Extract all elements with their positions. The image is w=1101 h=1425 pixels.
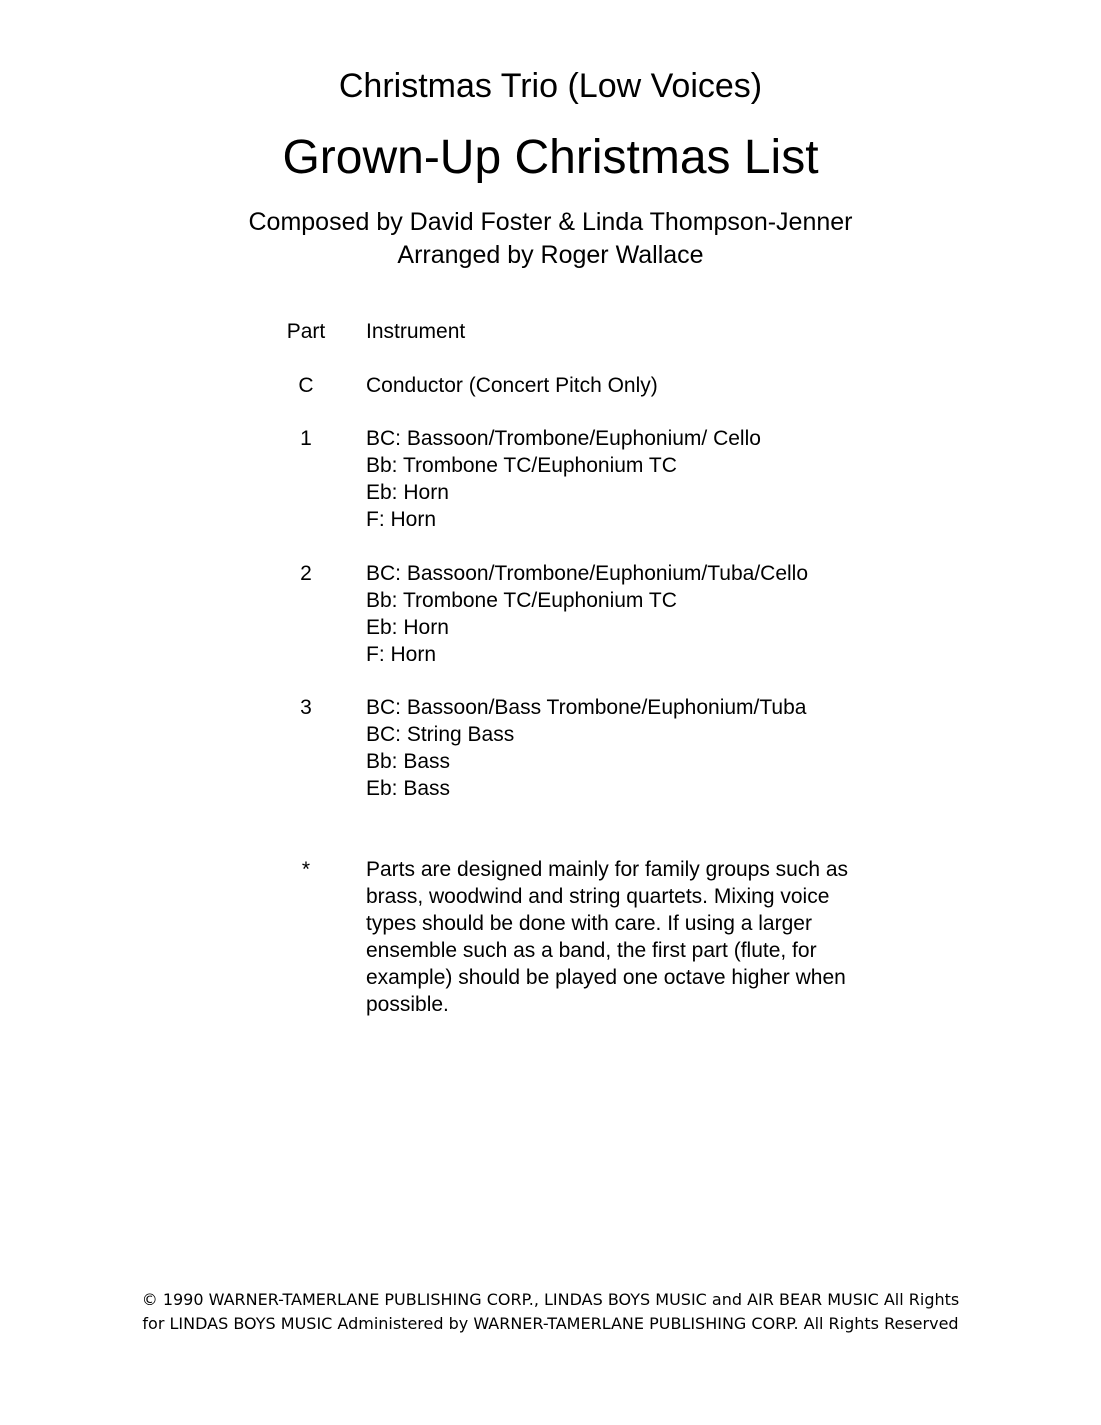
copyright-line: for LINDAS BOYS MUSIC Administered by WARNER-TAMERLANE PUBLISHING CORP. All Rights Reserved [142, 1314, 959, 1333]
copyright-notice [0, 1288, 1101, 1336]
part-label-3: 3 [300, 696, 312, 719]
copyright-line: © 1990 WARNER-TAMERLANE PUBLISHING CORP., LINDAS BOYS MUSIC and AIR BEAR MUSIC All Rights [141, 1290, 960, 1309]
instrument-line: Bb: Trombone TC/Euphonium TC [366, 589, 677, 612]
instrument-line: F: Horn [366, 508, 437, 531]
instrument-line: BC: Bassoon/Bass Trombone/Euphonium/Tuba [366, 696, 807, 719]
note-line: brass, woodwind and string quartets. Mixing voice [366, 885, 830, 908]
note-line: possible. [366, 993, 449, 1016]
instrument-line: Conductor (Concert Pitch Only) [366, 374, 658, 397]
composer-credit: Composed by David Foster & Linda Thompson-Jenner [248, 208, 853, 236]
instrument-column-header: Instrument [366, 320, 466, 343]
instrument-line: Eb: Bass [366, 777, 451, 800]
instrument-line: Eb: Horn [366, 616, 449, 639]
part-column-header: Part [286, 320, 326, 343]
note-line: Parts are designed mainly for family groups such as [366, 858, 849, 881]
part-label-c: C [298, 374, 314, 397]
note-line: example) should be played one octave higher when [366, 966, 846, 989]
note-line: types should be done with care. If using a larger [366, 912, 812, 935]
note-line: ensemble such as a band, the first part (flute, for [366, 939, 817, 962]
instrument-line: Bb: Bass [366, 750, 451, 773]
instrument-list-3 [366, 694, 906, 802]
instrument-line: Bb: Trombone TC/Euphonium TC [366, 454, 677, 477]
instrument-list-c [366, 372, 906, 399]
instrument-line: F: Horn [366, 643, 437, 666]
instrument-line: BC: Bassoon/Trombone/Euphonium/ Cello [366, 427, 761, 450]
instrument-line: BC: Bassoon/Trombone/Euphonium/Tuba/Cello [366, 562, 809, 585]
instrument-list-2 [366, 560, 906, 668]
instrument-list-1 [366, 425, 906, 533]
note-marker: * [301, 858, 311, 881]
song-title: Grown-Up Christmas List [282, 131, 819, 184]
instrument-line: Eb: Horn [366, 481, 449, 504]
series-title: Christmas Trio (Low Voices) [338, 67, 763, 105]
part-label-1: 1 [300, 427, 312, 450]
part-label-2: 2 [300, 562, 312, 585]
performance-note [366, 856, 906, 1018]
instrument-line: BC: String Bass [366, 723, 515, 746]
arranger-credit: Arranged by Roger Wallace [397, 241, 704, 269]
